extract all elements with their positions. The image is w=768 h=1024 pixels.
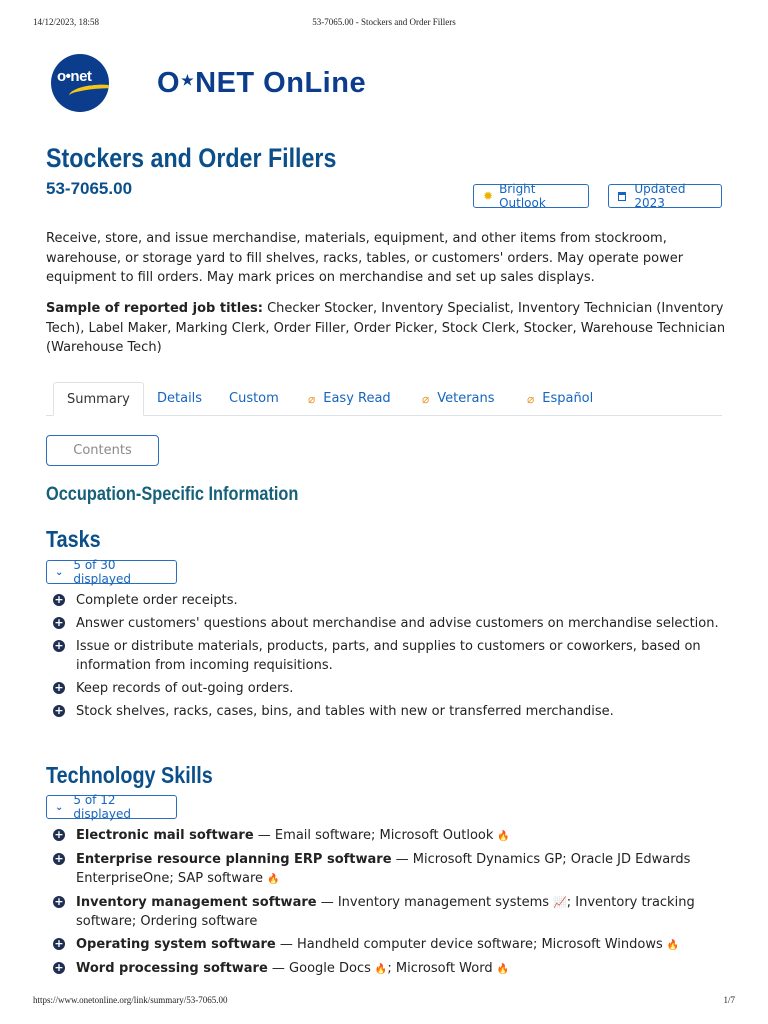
occupation-code: 53-7065.00 xyxy=(46,179,133,198)
task-text: Answer customers' questions about merchandise and advise customers on merchandise selection. xyxy=(76,616,719,631)
tech-detail: — Email software; Microsoft Outlook xyxy=(253,828,494,843)
plus-circle-icon[interactable]: + xyxy=(54,895,64,908)
tab-summary[interactable] xyxy=(53,382,144,416)
tasks-heading: Tasks xyxy=(46,526,101,552)
list-item xyxy=(46,935,730,955)
tab-summary-label: Summary xyxy=(67,391,130,407)
tab-easy-read[interactable] xyxy=(308,382,391,415)
tasks-count-label: 5 of 30 displayed xyxy=(73,558,131,586)
print-page-number: 1/7 xyxy=(723,995,735,1005)
sample-job-titles xyxy=(46,299,730,358)
task-text: Issue or distribute materials, products, parts, and supplies to customers or coworkers, based on information from incoming requisitions. xyxy=(76,639,701,673)
updated-label: Updated 2023 xyxy=(634,182,686,210)
occupation-specific-heading: Occupation-Specific Information xyxy=(46,484,299,505)
tasks-count-toggle[interactable] xyxy=(46,560,177,584)
technology-skills-heading: Technology Skills xyxy=(46,762,213,788)
logo-swoosh-icon xyxy=(68,82,109,103)
task-text: Keep records of out-going orders. xyxy=(76,681,294,696)
plus-circle-icon[interactable]: + xyxy=(54,681,64,694)
star-icon: ★ xyxy=(181,72,195,89)
hot-technology-icon: 🔥 xyxy=(496,964,510,975)
tab-details[interactable] xyxy=(157,382,202,415)
sun-icon: ✹ xyxy=(483,189,494,203)
sample-titles-text: Checker Stocker, Inventory Specialist, Inventory Technician (Inventory Tech), Label Maker, Marking Clerk, Order Filler, Order Picker, Stock Clerk, Stocker, Warehouse Technician (Warehouse Tech) xyxy=(46,301,726,355)
tech-detail: — Inventory management systems xyxy=(316,895,550,910)
contents-button[interactable] xyxy=(46,435,159,466)
veterans-icon: ⌀ xyxy=(422,391,430,406)
onet-logo[interactable] xyxy=(51,54,109,112)
chevron-down-icon: ⌄ xyxy=(55,566,64,578)
tab-custom[interactable] xyxy=(229,382,279,415)
print-datetime: 14/12/2023, 18:58 xyxy=(33,17,100,27)
plus-circle-icon[interactable]: + xyxy=(54,828,64,841)
print-url: https://www.onetonline.org/link/summary/53-7065.00 xyxy=(33,995,228,1005)
logo-text: o•net xyxy=(57,68,92,85)
task-text: Stock shelves, racks, cases, bins, and tables with new or transferred merchandise. xyxy=(76,704,614,719)
tech-name[interactable]: Inventory management software xyxy=(76,895,317,910)
tab-veterans[interactable] xyxy=(422,382,495,415)
site-title-rest: NET OnLine xyxy=(195,66,367,99)
hot-technology-icon: 🔥 xyxy=(497,831,510,842)
tech-name[interactable]: Electronic mail software xyxy=(76,828,254,843)
list-item xyxy=(46,959,730,979)
plus-circle-icon[interactable]: + xyxy=(54,937,64,950)
in-demand-icon: 📈 xyxy=(553,896,567,909)
tech-detail-more: ; Inventory tracking software; Ordering software xyxy=(76,895,695,929)
plus-circle-icon[interactable]: + xyxy=(54,852,64,865)
plus-circle-icon[interactable]: + xyxy=(54,616,64,629)
occupation-description: Receive, store, and issue merchandise, materials, equipment, and other items from stockroom, warehouse, or storage yard to fill shelves, racks, tables, or customers' orders. May operate power equipment to fill orders. May mark prices on merchandise and set up sales displays. xyxy=(46,231,684,285)
page-title: Stockers and Order Fillers xyxy=(46,143,337,173)
chevron-down-icon: ⌄ xyxy=(55,801,64,813)
tech-name[interactable]: Operating system software xyxy=(76,937,276,952)
easy-read-icon: ⌀ xyxy=(308,391,316,406)
hot-technology-icon: 🔥 xyxy=(374,964,388,975)
tech-count-label: 5 of 12 displayed xyxy=(73,793,131,821)
tab-easy-read-label: Easy Read xyxy=(323,391,391,406)
tech-detail: — Handheld computer device software; Microsoft Windows xyxy=(275,937,663,952)
hot-technology-icon: 🔥 xyxy=(666,940,680,951)
plus-circle-icon[interactable]: + xyxy=(54,704,64,717)
bright-outlook-badge[interactable] xyxy=(473,184,589,208)
list-item xyxy=(46,702,730,721)
updated-badge[interactable] xyxy=(608,184,722,208)
calendar-icon xyxy=(618,192,626,201)
list-item xyxy=(46,893,730,931)
espanol-icon: ⌀ xyxy=(527,391,535,406)
list-item xyxy=(46,679,730,698)
site-title[interactable] xyxy=(157,67,366,100)
contents-label: Contents xyxy=(73,443,132,458)
tab-custom-label: Custom xyxy=(229,391,279,406)
tab-veterans-label: Veterans xyxy=(437,391,495,406)
tech-name[interactable]: Enterprise resource planning ERP software xyxy=(76,852,392,867)
tasks-list xyxy=(46,591,730,725)
tech-detail-more: ; Microsoft Word xyxy=(387,961,493,976)
list-item xyxy=(46,637,730,675)
tab-espanol-label: Español xyxy=(542,391,594,406)
tech-detail: — Microsoft Dynamics GP; Oracle JD Edwards EnterpriseOne; SAP software xyxy=(76,852,691,886)
report-tabs xyxy=(46,382,722,416)
site-title-o: O xyxy=(157,66,181,99)
list-item xyxy=(46,850,730,889)
task-text: Complete order receipts. xyxy=(76,593,238,608)
plus-circle-icon[interactable]: + xyxy=(54,593,64,606)
bright-outlook-label: Bright Outlook xyxy=(499,182,546,210)
plus-circle-icon[interactable]: + xyxy=(54,639,64,652)
list-item xyxy=(46,826,730,846)
tech-list xyxy=(46,826,730,983)
sample-label: Sample of reported job titles: xyxy=(46,301,263,316)
tab-espanol[interactable] xyxy=(527,382,593,415)
site-header xyxy=(51,54,366,112)
tech-name[interactable]: Word processing software xyxy=(76,961,268,976)
print-page-title: 53-7065.00 - Stockers and Order Fillers xyxy=(312,17,456,27)
hot-technology-icon: 🔥 xyxy=(267,874,280,885)
tab-details-label: Details xyxy=(157,391,203,406)
list-item xyxy=(46,614,730,633)
list-item xyxy=(46,591,730,610)
tech-detail: — Google Docs xyxy=(267,961,371,976)
plus-circle-icon[interactable]: + xyxy=(54,961,64,974)
tech-count-toggle[interactable] xyxy=(46,795,177,819)
